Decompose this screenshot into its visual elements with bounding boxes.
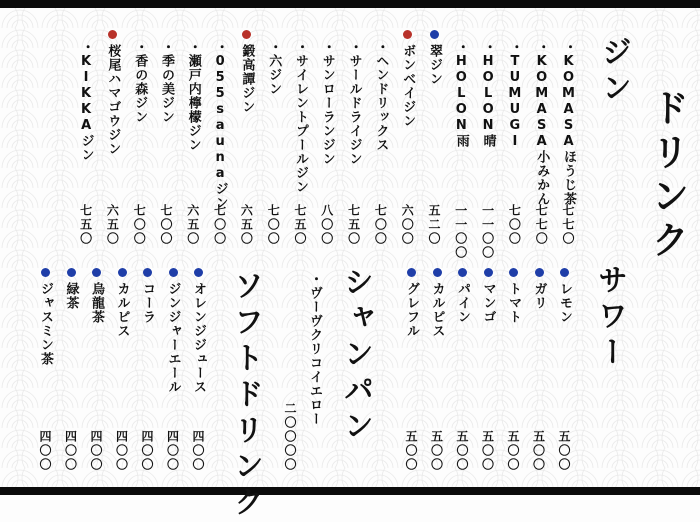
gin-item-name: ・KOMASA小みかん (534, 40, 550, 206)
gin-item-price: 六五〇 (185, 204, 200, 246)
top-border (0, 0, 700, 8)
gin-item-price: 六〇〇 (400, 204, 415, 246)
gin-item-name: ・六ジン (266, 40, 282, 96)
soft-item-price: 四〇〇 (89, 430, 103, 472)
bottom-border (0, 487, 700, 495)
blue-dot-icon (118, 268, 127, 277)
sour-item-price: 五〇〇 (455, 430, 469, 472)
blue-dot-icon (92, 268, 101, 277)
gin-item-price: 七〇〇 (132, 204, 147, 246)
blue-dot-icon (143, 268, 152, 277)
gin-item-name: ボンベイジン (400, 44, 416, 128)
gin-item-price: 七〇〇 (507, 204, 522, 246)
gin-item-name: ・HOLON雨 (453, 40, 469, 148)
gin-item-name: 鍛高譚ジン (239, 44, 255, 114)
gin-item-price: 七七〇 (561, 204, 575, 246)
gin-item-price: 七七〇 (534, 204, 549, 246)
blue-dot-icon (407, 268, 416, 277)
soft-item-price: 四〇〇 (114, 430, 129, 472)
sour-item-name: マンゴ (480, 282, 496, 324)
gin-item-name: 翠ジン (427, 44, 442, 86)
gin-item-price: 六五〇 (239, 204, 254, 246)
soft-item-name: 緑茶 (63, 282, 79, 310)
gin-item-name: ・ヘンドリックス (373, 40, 389, 152)
blue-dot-icon (458, 268, 467, 277)
gin-item-price: 六五〇 (105, 204, 120, 246)
blue-dot-icon (509, 268, 518, 277)
blue-dot-icon (194, 268, 203, 277)
sour-item-price: 五〇〇 (531, 430, 546, 472)
gin-item-name: ・TUMUGI (507, 40, 523, 150)
gin-heading: ジン (596, 36, 631, 108)
sour-item-price: 五〇〇 (506, 430, 520, 472)
soft-drink-heading: ソフトドリンク (228, 270, 263, 522)
soft-item-price: 四〇〇 (63, 430, 78, 472)
sour-item-name: カルピス (429, 282, 445, 338)
gin-item-price: 七〇〇 (373, 204, 388, 246)
gin-item-name: ・HOLON晴 (480, 40, 496, 148)
gin-item-name: ・KOMASAほうじ茶 (561, 40, 576, 206)
sour-item-price: 五〇〇 (557, 430, 571, 472)
gin-item-name: ・KIKKAジン (78, 40, 94, 162)
gin-item-price: 七五〇 (293, 204, 307, 246)
gin-item-price: 一一〇〇 (480, 204, 495, 260)
soft-item-name: カルピス (114, 282, 130, 338)
gin-item-price: 五二〇 (427, 204, 441, 246)
soft-item-price: 四〇〇 (38, 430, 52, 472)
soft-item-name: コーラ (140, 282, 155, 324)
soft-item-name: ジャスミン茶 (38, 282, 53, 366)
sour-item-name: トマト (506, 282, 521, 324)
soft-item-price: 四〇〇 (165, 430, 180, 472)
gin-item-name: ・サールドライジン (346, 40, 362, 166)
sour-item-price: 五〇〇 (480, 430, 495, 472)
blue-dot-icon (169, 268, 178, 277)
gin-item-name: ・香の森ジン (132, 40, 148, 124)
blue-dot-icon (433, 268, 442, 277)
gin-item-name: ・季の美ジン (159, 40, 174, 124)
sour-item-name: レモン (557, 282, 572, 324)
gin-item-name: ・瀬戸内檸檬ジン (185, 40, 201, 152)
sour-heading: サワー (592, 264, 627, 372)
soft-item-name: ジンジャーエール (165, 282, 181, 394)
soft-item-price: 四〇〇 (191, 430, 205, 472)
sour-item-price: 五〇〇 (404, 430, 418, 472)
blue-dot-icon (535, 268, 544, 277)
menu-title: ドリンク (645, 88, 689, 264)
blue-dot-icon (560, 268, 569, 277)
champagne-heading: シャンパン (338, 266, 373, 446)
gin-item-price: 七五〇 (78, 204, 93, 246)
soft-item-price: 四〇〇 (140, 430, 154, 472)
blue-dot-icon (41, 268, 50, 277)
sour-item-name: パイン (455, 282, 470, 324)
blue-dot-icon (67, 268, 76, 277)
gin-item-price: 七五〇 (346, 204, 361, 246)
sour-item-price: 五〇〇 (429, 430, 444, 472)
champagne-item-price: 二〇〇〇〇 (283, 402, 297, 472)
gin-item-price: 七〇〇 (266, 204, 281, 246)
soft-item-name: 烏龍茶 (89, 282, 104, 324)
gin-item-name: ・055saunaジン (212, 40, 228, 210)
sour-item-name: グレフル (404, 282, 419, 338)
gin-item-price: 七〇〇 (212, 204, 227, 246)
gin-item-price: 八〇〇 (319, 204, 334, 246)
gin-item-name: ・サイレントプールジン (293, 40, 308, 194)
gin-item-price: 一一〇〇 (453, 204, 468, 260)
gin-item-name: 桜尾ハマゴウジン (105, 44, 121, 156)
blue-dot-icon (484, 268, 493, 277)
gin-item-price: 七〇〇 (159, 204, 173, 246)
blue-dot-icon (430, 30, 439, 39)
sour-item-name: ガリ (531, 282, 547, 310)
gin-item-name: ・サンローランジン (319, 40, 335, 166)
soft-item-name: オレンジジュース (191, 282, 206, 394)
champagne-item-name: ・ヴーヴクリコイエロー (307, 272, 322, 426)
